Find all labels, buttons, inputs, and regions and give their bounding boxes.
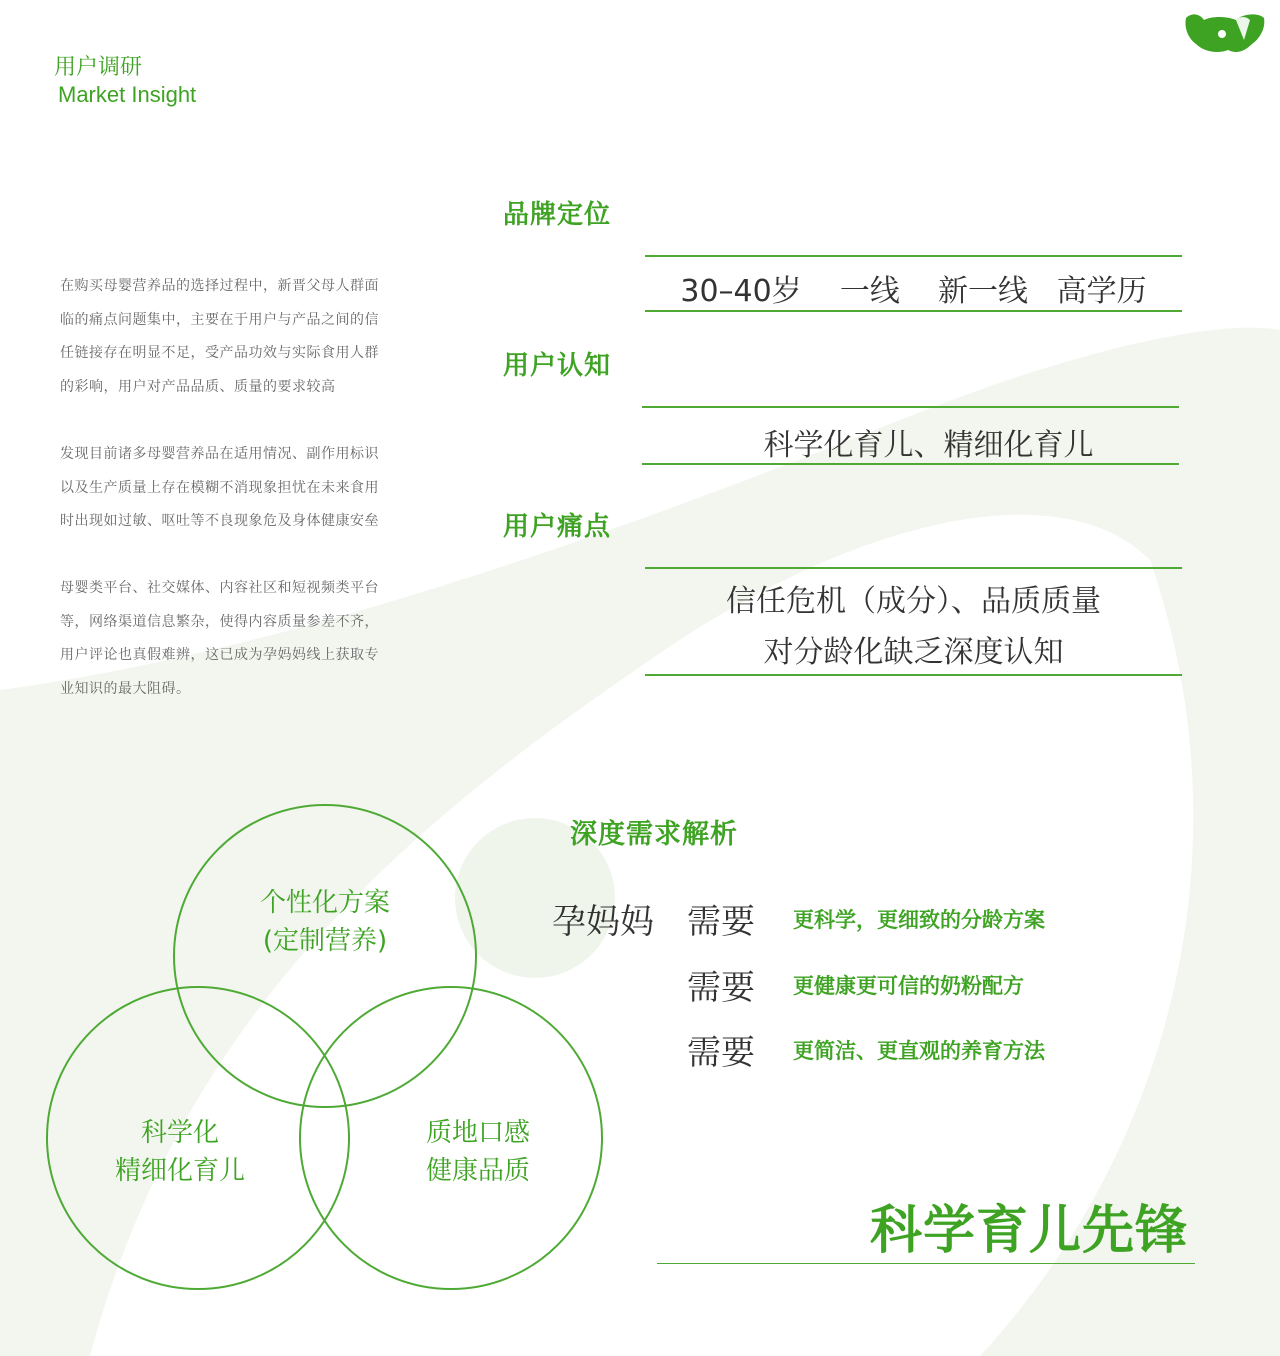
need-description: 更健康更可信的奶粉配方: [793, 974, 1024, 998]
pain-point-line-2: 对分龄化缺乏深度认知: [763, 635, 1064, 670]
paragraph-line: 时出现如过敏、呕吐等不良现象危及身体健康安垒: [60, 513, 379, 530]
venn-label-scientific: [60, 1114, 300, 1190]
venn-label-line: 质地口感: [425, 1118, 530, 1148]
section-title-brand-positioning: 品牌定位: [503, 200, 612, 230]
paragraph-line: 等，网络渠道信息繁杂，使得内容质量参差不齐，: [60, 613, 379, 630]
need-keyword: 需要: [687, 968, 755, 1008]
need-description: 更科学，更细致的分龄方案: [793, 908, 1045, 932]
pain-point-line-1: 信任危机（成分）、品质质量: [726, 584, 1101, 619]
section-title-user-cognition: 用户认知: [503, 351, 612, 381]
venn-label-line: 精细化育儿: [114, 1156, 245, 1186]
intro-paragraph-1: [60, 270, 390, 404]
needs-subject: 孕妈妈: [552, 902, 654, 942]
venn-label-line: 科学化: [140, 1118, 219, 1148]
page-title-cn: 用户调研: [54, 55, 143, 80]
paragraph-line: 任链接存在明显不足，受产品功效与实际食用人群: [60, 345, 379, 362]
user-cognition-text: 科学化育儿、精细化育儿: [763, 428, 1094, 463]
venn-label-quality: [358, 1114, 598, 1190]
section-title-user-pain-points: 用户痛点: [503, 512, 612, 542]
need-keyword: 需要: [687, 1033, 755, 1073]
venn-diagram: [0, 790, 620, 1310]
dog-head-logo-icon: [1182, 10, 1268, 56]
venn-label-line: 健康品质: [425, 1156, 530, 1186]
divider-line: [645, 567, 1182, 569]
paragraph-line: 业知识的最大阻碍。: [60, 680, 191, 697]
divider-line: [642, 406, 1179, 408]
paragraph-line: 发现目前诸多母婴营养品在适用情况、副作用标识: [60, 446, 379, 462]
paragraph-line: 在购买母婴营养品的选择过程中，新晋父母人群面: [60, 278, 379, 294]
venn-label-personalized: [205, 884, 445, 960]
divider-line: [645, 310, 1182, 312]
paragraph-line: 用户评论也真假难辨，这已成为孕妈妈线上获取专: [60, 647, 379, 664]
need-description: 更简洁、更直观的养育方法: [793, 1039, 1045, 1063]
divider-line: [642, 463, 1179, 465]
paragraph-line: 的彩响，用户对产品品质、质量的要求较高: [60, 378, 336, 395]
need-keyword: 需要: [687, 902, 755, 942]
paragraph-line: 临的痛点问题集中，主要在于用户与产品之间的信: [60, 311, 379, 328]
intro-paragraph-2: [60, 438, 390, 539]
divider-line: [645, 255, 1182, 257]
venn-label-line: 个性化方案: [259, 888, 390, 918]
page-title-en: Market Insight: [58, 82, 197, 107]
paragraph-line: 母婴类平台、社交媒体、内容社区和短视频类平台: [60, 580, 379, 596]
intro-paragraph-3: [60, 572, 390, 706]
slogan-underline: [657, 1263, 1195, 1264]
divider-line: [645, 674, 1182, 676]
brand-positioning-text: 30–40岁 一线 新一线 高学历: [680, 274, 1147, 309]
slogan: 科学育儿先锋: [870, 1201, 1189, 1261]
needs-title: 深度需求解析: [570, 819, 738, 850]
venn-label-line: (定制营养): [262, 926, 388, 956]
paragraph-line: 以及生产质量上存在模糊不消现象担忧在未来食用: [60, 479, 379, 496]
